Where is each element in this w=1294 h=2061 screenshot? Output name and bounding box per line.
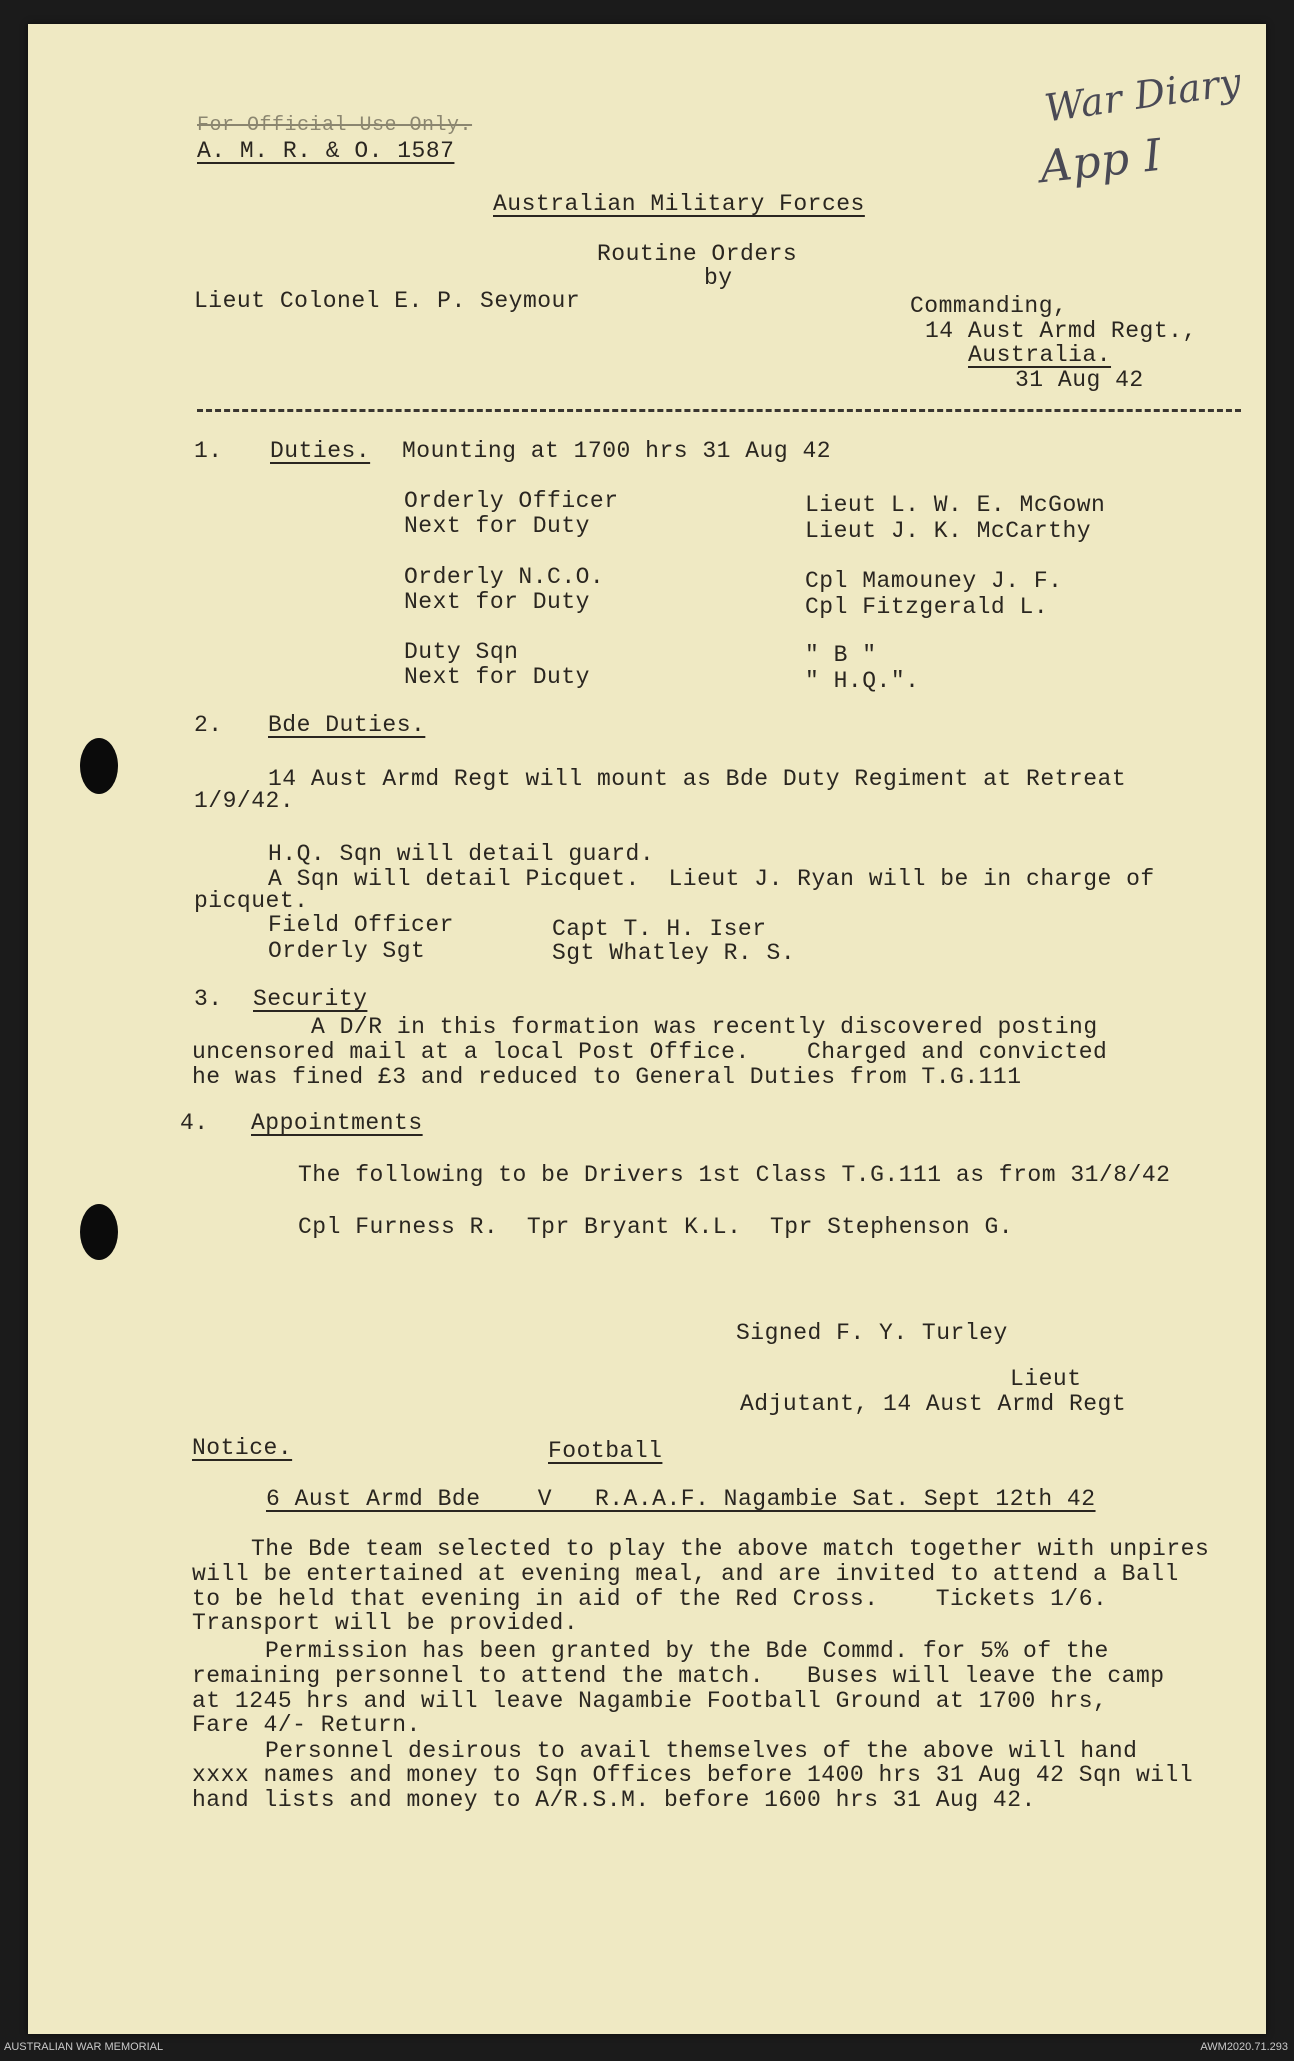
punch-hole-bottom [80,1204,118,1260]
orderly-officer-label: Orderly Officer [404,488,619,514]
orderly-sgt-value: Sgt Whatley R. S. [552,940,796,966]
routine-orders-title: Routine Orders [597,241,798,267]
notice-para-2-line-3: at 1245 hrs and will leave Nagambie Football Ground at 1700 hrs, [192,1688,1108,1714]
section-3-title: Security [253,986,368,1012]
handwritten-war-diary: War Diary [1041,59,1245,131]
section-4-number: 4. [180,1110,209,1136]
country: Australia. [968,342,1112,368]
punch-hole-top [80,738,118,794]
section-2-line-2: 1/9/42. [194,788,295,814]
handwritten-appendix: App I [1037,129,1165,194]
archive-reference: AWM2020.71.293 [1200,2041,1288,2053]
archive-credit: AUSTRALIAN WAR MEMORIAL [4,2041,164,2053]
organisation-title: Australian Military Forces [493,191,865,217]
section-4-line-2: Cpl Furness R. Tpr Bryant K.L. Tpr Stephenson G. [298,1214,1014,1240]
notice-para-2-line-1: Permission has been granted by the Bde Commd. for 5% of the [265,1638,1109,1664]
notice-para-1-line-4: Transport will be provided. [192,1610,579,1636]
section-3-number: 3. [194,986,223,1012]
notice-para-3-line-2: xxxx names and money to Sqn Offices before 1400 hrs 31 Aug 42 Sqn will [192,1762,1194,1788]
section-2-line-5: picquet. [194,888,309,914]
notice-para-3-line-1: Personnel desirous to avail themselves of the above will hand [265,1738,1138,1764]
form-number: A. M. R. & O. 1587 [197,138,455,164]
strikethrough-label: For Official Use Only. [197,114,473,137]
dashed-separator [197,409,1241,412]
notice-para-2-line-4: Fare 4/- Return. [192,1712,421,1738]
by-label: by [704,265,733,291]
unit-name: 14 Aust Armd Regt., [925,318,1197,344]
orderly-officer-next-label: Next for Duty [404,513,590,539]
section-2-number: 2. [194,712,223,738]
match-heading: 6 Aust Armd Bde V R.A.A.F. Nagambie Sat. Sept 12th 42 [266,1486,1096,1512]
signed-by: Signed F. Y. Turley [736,1320,1008,1346]
section-3-line-3: he was fined £3 and reduced to General Duties from T.G.111 [192,1064,1022,1090]
orderly-nco-next-label: Next for Duty [404,589,590,615]
duty-sqn-next-label: Next for Duty [404,664,590,690]
notice-para-2-line-2: remaining personnel to attend the match. Buses will leave the camp [192,1663,1165,1689]
commander-name: Lieut Colonel E. P. Seymour [194,288,581,314]
notice-para-3-line-3: hand lists and money to A/R.S.M. before 1600 hrs 31 Aug 42. [192,1787,1036,1813]
field-officer-label: Field Officer [268,912,454,938]
section-1-intro: Mounting at 1700 hrs 31 Aug 42 [402,438,832,464]
section-3-line-2: uncensored mail at a local Post Office. Charged and convicted [192,1039,1108,1065]
field-officer-value: Capt T. H. Iser [552,916,767,942]
section-1-number: 1. [194,438,223,464]
duty-sqn-next-value: " H.Q.". [805,668,920,694]
notice-para-1-line-1: The Bde team selected to play the above match together with unpires [251,1536,1210,1562]
orderly-officer-value: Lieut L. W. E. McGown [805,492,1106,518]
section-1-title: Duties. [270,438,371,464]
signatory-rank: Lieut [1010,1366,1082,1392]
orderly-nco-label: Orderly N.C.O. [404,564,605,590]
section-4-line-1: The following to be Drivers 1st Class T.G.111 as from 31/8/42 [298,1162,1171,1188]
notice-topic: Football [548,1438,663,1464]
order-date: 31 Aug 42 [1015,367,1144,393]
section-2-title: Bde Duties. [268,712,426,738]
signatory-role: Adjutant, 14 Aust Armd Regt [740,1391,1127,1417]
section-2-line-1: 14 Aust Armd Regt will mount as Bde Duty Regiment at Retreat [268,766,1127,792]
duty-sqn-label: Duty Sqn [404,639,519,665]
section-3-line-1: A D/R in this formation was recently discovered posting [311,1014,1098,1040]
notice-para-1-line-2: will be entertained at evening meal, and are invited to attend a Ball [192,1561,1179,1587]
duty-sqn-value: " B " [805,642,877,668]
orderly-officer-next-value: Lieut J. K. McCarthy [805,518,1092,544]
section-2-line-3: H.Q. Sqn will detail guard. [268,841,655,867]
section-2-line-4: A Sqn will detail Picquet. Lieut J. Ryan will be in charge of [268,866,1155,892]
section-4-title: Appointments [251,1110,423,1136]
notice-label: Notice. [192,1435,293,1461]
commanding-label: Commanding, [910,293,1068,319]
orderly-nco-value: Cpl Mamouney J. F. [805,568,1063,594]
orderly-nco-next-value: Cpl Fitzgerald L. [805,594,1049,620]
orderly-sgt-label: Orderly Sgt [268,938,426,964]
notice-para-1-line-3: to be held that evening in aid of the Red Cross. Tickets 1/6. [192,1586,1108,1612]
